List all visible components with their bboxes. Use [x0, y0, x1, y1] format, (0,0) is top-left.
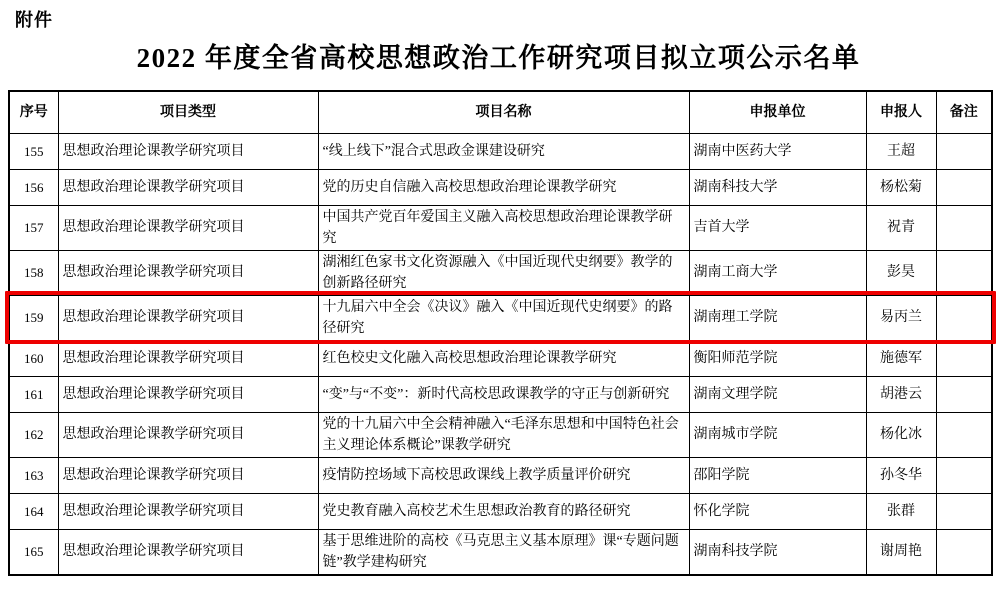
table-body — [9, 133, 992, 575]
projects-table — [8, 90, 993, 576]
cell-no: 155 — [9, 133, 58, 169]
table-row — [9, 457, 992, 493]
cell-type: 思想政治理论课教学研究项目 — [58, 250, 318, 295]
cell-no: 160 — [9, 340, 58, 376]
table-row — [9, 376, 992, 412]
table-row — [9, 250, 992, 295]
cell-remark — [936, 205, 992, 250]
cell-type: 思想政治理论课教学研究项目 — [58, 205, 318, 250]
cell-type: 思想政治理论课教学研究项目 — [58, 295, 318, 340]
cell-unit: 湖南文理学院 — [689, 376, 866, 412]
cell-name: 党的十九届六中全会精神融入“毛泽东思想和中国特色社会主义理论体系概论”课教学研究 — [318, 412, 689, 457]
column-header: 申报人 — [866, 91, 936, 133]
cell-applicant: 彭昊 — [866, 250, 936, 295]
cell-no: 161 — [9, 376, 58, 412]
cell-unit: 湖南科技大学 — [689, 169, 866, 205]
table-row — [9, 493, 992, 529]
cell-applicant: 孙冬华 — [866, 457, 936, 493]
cell-applicant: 施德军 — [866, 340, 936, 376]
cell-unit: 湖南科技学院 — [689, 529, 866, 575]
cell-no: 165 — [9, 529, 58, 575]
cell-name: 党的历史自信融入高校思想政治理论课教学研究 — [318, 169, 689, 205]
cell-applicant: 杨化冰 — [866, 412, 936, 457]
cell-applicant: 杨松菊 — [866, 169, 936, 205]
page-title: 2022 年度全省高校思想政治工作研究项目拟立项公示名单 — [136, 43, 861, 73]
cell-unit: 衡阳师范学院 — [689, 340, 866, 376]
cell-remark — [936, 493, 992, 529]
cell-unit: 邵阳学院 — [689, 457, 866, 493]
column-header: 序号 — [9, 91, 58, 133]
cell-unit: 吉首大学 — [689, 205, 866, 250]
cell-applicant: 王超 — [866, 133, 936, 169]
cell-applicant: 谢周艳 — [866, 529, 936, 575]
cell-unit: 湖南理工学院 — [689, 295, 866, 340]
attachment-label: 附件 — [15, 10, 53, 30]
cell-remark — [936, 529, 992, 575]
cell-type: 思想政治理论课教学研究项目 — [58, 457, 318, 493]
cell-name: “变”与“不变”：新时代高校思政课教学的守正与创新研究 — [318, 376, 689, 412]
cell-remark — [936, 376, 992, 412]
cell-name: “线上线下”混合式思政金课建设研究 — [318, 133, 689, 169]
cell-no: 158 — [9, 250, 58, 295]
header-row — [9, 91, 992, 133]
cell-unit: 湖南工商大学 — [689, 250, 866, 295]
cell-remark — [936, 169, 992, 205]
cell-applicant: 易丙兰 — [866, 295, 936, 340]
table-row — [9, 529, 992, 575]
cell-type: 思想政治理论课教学研究项目 — [58, 493, 318, 529]
cell-applicant: 胡港云 — [866, 376, 936, 412]
cell-no: 164 — [9, 493, 58, 529]
cell-remark — [936, 133, 992, 169]
column-header: 申报单位 — [689, 91, 866, 133]
cell-no: 156 — [9, 169, 58, 205]
cell-no: 159 — [9, 295, 58, 340]
cell-remark — [936, 250, 992, 295]
cell-applicant: 张群 — [866, 493, 936, 529]
table-row — [9, 340, 992, 376]
table-row — [9, 169, 992, 205]
cell-remark — [936, 295, 992, 340]
cell-type: 思想政治理论课教学研究项目 — [58, 133, 318, 169]
cell-name: 湖湘红色家书文化资源融入《中国近现代史纲要》教学的创新路径研究 — [318, 250, 689, 295]
cell-remark — [936, 412, 992, 457]
cell-name: 基于思维进阶的高校《马克思主义基本原理》课“专题问题链”教学建构研究 — [318, 529, 689, 575]
table-row — [9, 412, 992, 457]
cell-name: 疫情防控场域下高校思政课线上教学质量评价研究 — [318, 457, 689, 493]
cell-no: 162 — [9, 412, 58, 457]
cell-name: 党史教育融入高校艺术生思想政治教育的路径研究 — [318, 493, 689, 529]
column-header: 项目名称 — [318, 91, 689, 133]
cell-unit: 湖南城市学院 — [689, 412, 866, 457]
cell-remark — [936, 340, 992, 376]
column-header: 项目类型 — [58, 91, 318, 133]
cell-type: 思想政治理论课教学研究项目 — [58, 376, 318, 412]
cell-type: 思想政治理论课教学研究项目 — [58, 529, 318, 575]
column-header: 备注 — [936, 91, 992, 133]
cell-remark — [936, 457, 992, 493]
cell-no: 163 — [9, 457, 58, 493]
table-row — [9, 133, 992, 169]
cell-name: 红色校史文化融入高校思想政治理论课教学研究 — [318, 340, 689, 376]
cell-no: 157 — [9, 205, 58, 250]
cell-unit: 湖南中医药大学 — [689, 133, 866, 169]
cell-type: 思想政治理论课教学研究项目 — [58, 169, 318, 205]
cell-type: 思想政治理论课教学研究项目 — [58, 340, 318, 376]
cell-name: 十九届六中全会《决议》融入《中国近现代史纲要》的路径研究 — [318, 295, 689, 340]
table-row — [9, 205, 992, 250]
cell-type: 思想政治理论课教学研究项目 — [58, 412, 318, 457]
cell-unit: 怀化学院 — [689, 493, 866, 529]
cell-name: 中国共产党百年爱国主义融入高校思想政治理论课教学研究 — [318, 205, 689, 250]
table-row — [9, 295, 992, 340]
cell-applicant: 祝青 — [866, 205, 936, 250]
